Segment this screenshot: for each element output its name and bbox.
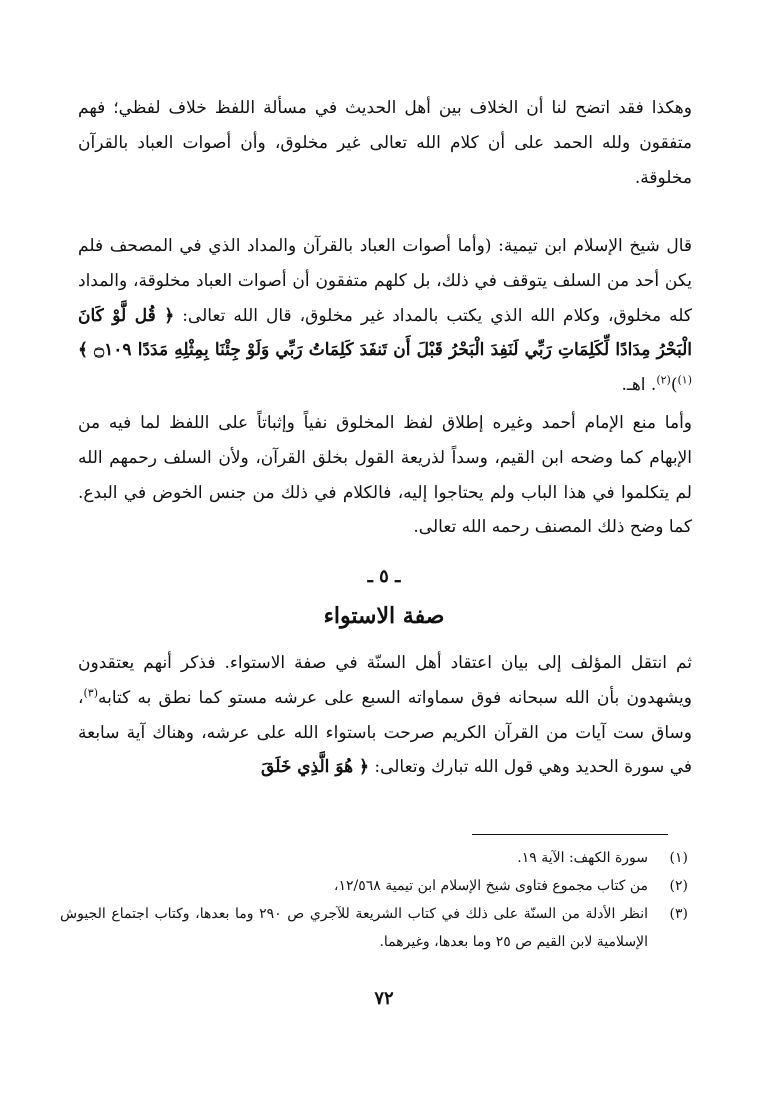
footnote-number: (٢) [669, 878, 688, 894]
footnote-number: (١) [669, 850, 688, 866]
footnote-ref-3: (٣) [83, 686, 99, 700]
quote-end-text: . اهـ. [621, 375, 657, 396]
footnote-text: انظر الأدلة من السنّة على ذلك في كتاب الشريعة للآجري ص ٢٩٠ وما بعدها، وكتاب اجتماع الجيوش الإسلامية لابن القيم ص ٢٥ وما بعدها، وغيرهما. [60, 906, 648, 950]
quran-verse-hadid: ﴿ هُوَ الَّذِي خَلَقَ [261, 757, 369, 778]
footnote-item [60, 900, 688, 956]
quote-intro-text: قال شيخ الإسلام ابن تيمية: (وأما أصوات العباد بالقرآن والمداد الذي في المصحف فلم يكن أحد من السلف يتوقف في ذلك، بل كلهم متفقون أن أصوات العباد مخلوقة، والمداد كله مخلوق، وكلام الله الذي يكتب بالمداد غير مخلوق، قال الله تعالى: [78, 236, 692, 326]
paragraph-text: وأما منع الإمام أحمد وغيره إطلاق لفظ المخلوق نفياً وإثباتاً على اللفظ لما فيه من الإبهام كما وضحه ابن القيم، وسداً لذريعة القول بخلق القرآن، ولأن السلف رحمهم الله لم يتكلموا في هذا الباب ولم يحتاجوا إليه، فالكلام في ذلك من جنس الخوض في البدع. كما وضح ذلك المصنف رحمه الله تعالى. [78, 413, 692, 538]
paragraph-lafz-dispute [78, 91, 692, 195]
paragraph-ibn-taymiyyah-quote [78, 229, 692, 403]
footnote-ref-2: (٢) [656, 373, 671, 387]
footnote-item [60, 872, 688, 900]
footnote-text: من كتاب مجموع فتاوى شيخ الإسلام ابن تيمية ١٢/٥٦٨، [333, 878, 648, 894]
paragraph-imam-ahmad [78, 406, 692, 545]
footnotes-list [60, 844, 688, 956]
quote-close-paren: ) [670, 375, 678, 396]
footnote-text: سورة الكهف: الآية ١٩. [517, 850, 648, 866]
quran-verse: ﴿ قُل لَّوْ كَانَ الْبَحْرُ مِدَادًا لِّكَلِمَاتِ رَبِّي لَنَفِدَ الْبَحْرُ قَبْلَ أَن تَنفَدَ كَلِمَاتُ رَبِّي وَلَوْ جِئْنَا بِمِثْلِهِ مَدَدًا ۝١٠٩ ﴾ [78, 305, 692, 361]
page-number: ٧٢ [374, 988, 394, 1009]
footnote-divider [472, 834, 668, 835]
paragraph-text-a: ثم انتقل المؤلف إلى بيان اعتقاد أهل السنّة في صفة الاستواء. فذكر أنهم يعتقدون ويشهدون بأن الله سبحانه فوق سماواته السبع على عرشه مستو كما نطق به كتابه [78, 653, 692, 708]
section-number: ـ ٥ ـ [367, 566, 401, 587]
footnote-ref-1: (١) [677, 373, 692, 387]
paragraph-text: وهكذا فقد اتضح لنا أن الخلاف بين أهل الحديث في مسألة اللفظ خلاف لفظي؛ فهم متفقون ولله الحمد على أن كلام الله تعالى غير مخلوق، وأن أصوات العباد بالقرآن مخلوقة. [78, 98, 692, 188]
footnote-item [60, 844, 688, 872]
footnote-number: (٣) [669, 906, 688, 922]
paragraph-istiwa [78, 646, 692, 785]
paragraph-text-b: ، وساق ست آيات من القرآن الكريم صرحت باستواء الله على عرشه، وهناك آية سابعة في سورة الحديد وهي قول الله تبارك وتعالى: [78, 687, 692, 778]
section-title: صفة الاستواء [323, 603, 445, 629]
